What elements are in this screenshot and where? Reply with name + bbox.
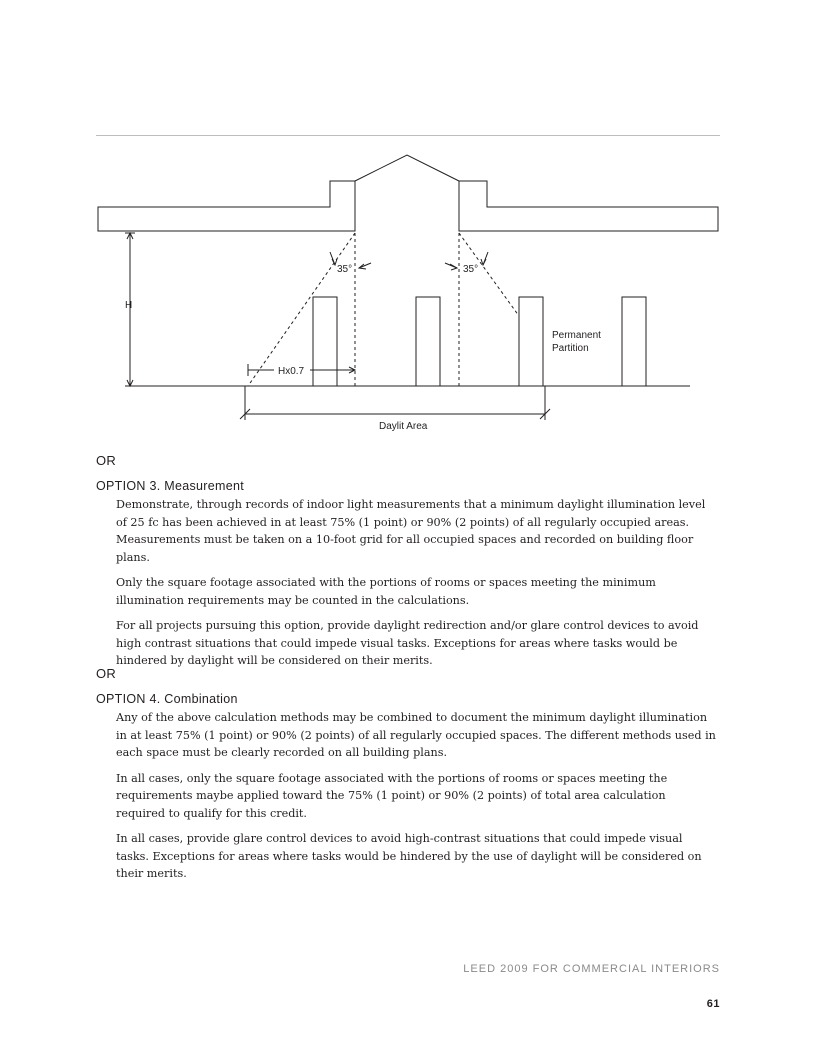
partition-2 bbox=[416, 297, 440, 386]
footer-book-title: LEED 2009 FOR COMMERCIAL INTERIORS bbox=[463, 963, 720, 975]
daylight-section-diagram bbox=[0, 140, 816, 440]
partition-label-line2: Partition bbox=[552, 343, 589, 354]
height-label: H bbox=[125, 300, 133, 311]
option4-paragraph: Any of the above calculation methods may be combined to document the minimum daylight illumination in at least 75% (1 point) or 90% (2 points) of all regularly occupied spaces. The different methods used in each space must be clearly recorded on all building plans. bbox=[116, 711, 716, 759]
option3-paragraph: Demonstrate, through records of indoor light measurements that a minimum daylight illumination level of 25 fc has been achieved in at least 75% (1 point) or 90% (2 points) of all regularly occupied areas. Measurements must be taken on a 10-foot grid for all occupied spaces and recorded on building floor plans. bbox=[116, 498, 706, 564]
partition-3 bbox=[519, 297, 543, 386]
or-separator-1: OR bbox=[96, 453, 117, 468]
option4-paragraph: In all cases, only the square footage associated with the portions of rooms or spaces meeting the requirements maybe applied toward the 75% (1 point) or 90% (2 points) of total area calculation required to qualify for this credit. bbox=[116, 771, 668, 820]
angle-label-left: 35° bbox=[337, 264, 353, 275]
option4-body bbox=[116, 709, 716, 891]
angle-label-right: 35° bbox=[463, 264, 479, 275]
roof-monitor bbox=[355, 155, 459, 181]
option3-body bbox=[116, 496, 716, 678]
option3-title: OPTION 3. Measurement bbox=[96, 479, 245, 493]
option3-paragraph: For all projects pursuing this option, provide daylight redirection and/or glare control devices to avoid high contrast situations that could impede visual tasks. Exceptions for areas where tasks would be hindered by daylight will be considered on their merits. bbox=[116, 619, 699, 667]
partition-label-line1: Permanent bbox=[552, 330, 601, 341]
or-separator-2: OR bbox=[96, 666, 117, 681]
page-number: 61 bbox=[706, 998, 720, 1010]
daylight-line-left bbox=[248, 233, 355, 386]
partition-4 bbox=[622, 297, 646, 386]
ceiling-outline-right bbox=[459, 181, 718, 231]
offset-label: Hx0.7 bbox=[278, 366, 305, 377]
option4-title: OPTION 4. Combination bbox=[96, 692, 238, 706]
partition-1 bbox=[313, 297, 337, 386]
ceiling-outline bbox=[98, 181, 355, 231]
option3-paragraph: Only the square footage associated with the portions of rooms or spaces meeting the minimum illumination requirements may be counted in the calculations. bbox=[116, 576, 656, 607]
option4-paragraph: In all cases, provide glare control devices to avoid high-contrast situations that could impede visual tasks. Exceptions for areas where tasks would be hindered by the use of daylight will be considered on their merits. bbox=[116, 832, 702, 880]
header-rule bbox=[96, 135, 720, 136]
daylit-area-label: Daylit Area bbox=[379, 421, 428, 432]
